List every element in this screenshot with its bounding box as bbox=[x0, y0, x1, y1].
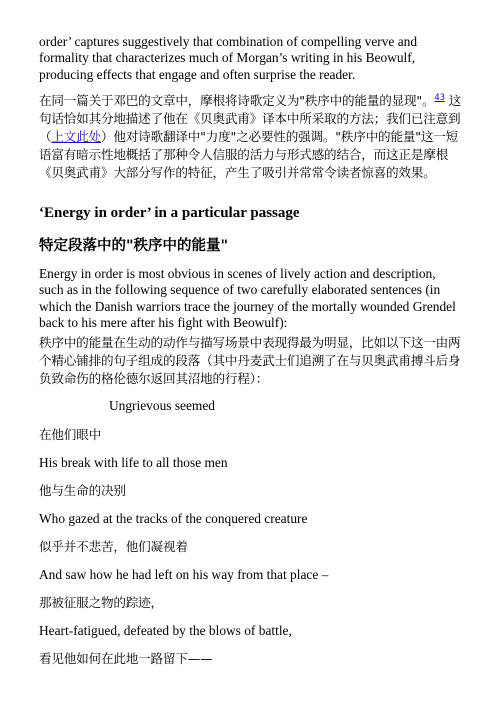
cross-ref-prefix: 上文 bbox=[51, 129, 77, 144]
intro-zh-part3: ）他对诗歌翻译中"力度"之必要性的强调。"秩序中的能量"这一短语富有暗示性地概括了那种令人信服的活力与形式感的结合，而这正是摩根《贝奥武甫》大部分写作的特征，产生了吸引并常常令读者惊喜的效果。 bbox=[39, 129, 459, 180]
verse-line-3-en: Who gazed at the tracks of the conquered creature bbox=[39, 511, 308, 526]
cross-ref-link[interactable] bbox=[51, 129, 101, 144]
verse-line-5-en: Heart-fatigued, defeated by the blows of battle, bbox=[39, 623, 292, 638]
section-heading-zh: 特定段落中的"秩序中的能量" bbox=[39, 238, 229, 254]
verse-line-2-zh: 他与生命的决别 bbox=[39, 483, 126, 498]
footnote-link[interactable]: 43 bbox=[434, 93, 445, 103]
verse-line-3-zh: 似乎并不悲苦，他们凝视着 bbox=[39, 539, 188, 554]
verse-line-2-en: His break with life to all those men bbox=[39, 455, 228, 470]
paragraph2-zh: 秩序中的能量在生动的动作与描写场景中表现得最为明显，比如以下这一由两个精心铺排的句子组成的段落（其中丹麦武士们追溯了在与贝奥武甫搏斗后身负致命伤的格伦德尔返回其沼地的行程）： bbox=[39, 335, 461, 386]
intro-zh-part1: 在同一篇关于邓巴的文章中，摩根将诗歌定义为"秩序中的能量的显现"。 bbox=[39, 93, 435, 108]
intro-paragraph-en: order’ captures suggestively that combination of compelling verve and formality that characterizes much of Morgan’s writing in his Beowulf, producing effects that engage and often surprise the reader. bbox=[39, 34, 418, 82]
verse-line-1-en: Ungrievous seemed bbox=[109, 398, 215, 413]
intro-zh-part2: 这句话恰如其分地描述了他在《贝奥武甫》译本中所采取的方法；我们已注意到（ bbox=[39, 93, 462, 144]
intro-paragraph-zh bbox=[39, 92, 463, 182]
verse-line-4-en: And saw how he had left on his way from that place – bbox=[39, 567, 329, 582]
section-heading-en: ‘Energy in order’ in a particular passage bbox=[39, 205, 300, 221]
cross-ref-text: 此处 bbox=[76, 129, 101, 144]
verse-line-5-zh: 看见他如何在此地一路留下—— bbox=[39, 651, 213, 666]
verse-line-4-zh: 那被征服之物的踪迹， bbox=[39, 595, 163, 610]
paragraph2-en: Energy in order is most obvious in scenes of lively action and description, such as in the following sequence of two carefully elaborated sentences (in which the Danish warriors trace the journey of the mortally wounded Grendel back to his mere after his fight with Beowulf): bbox=[39, 266, 456, 331]
verse-line-1-zh: 在他们眼中 bbox=[39, 427, 101, 442]
